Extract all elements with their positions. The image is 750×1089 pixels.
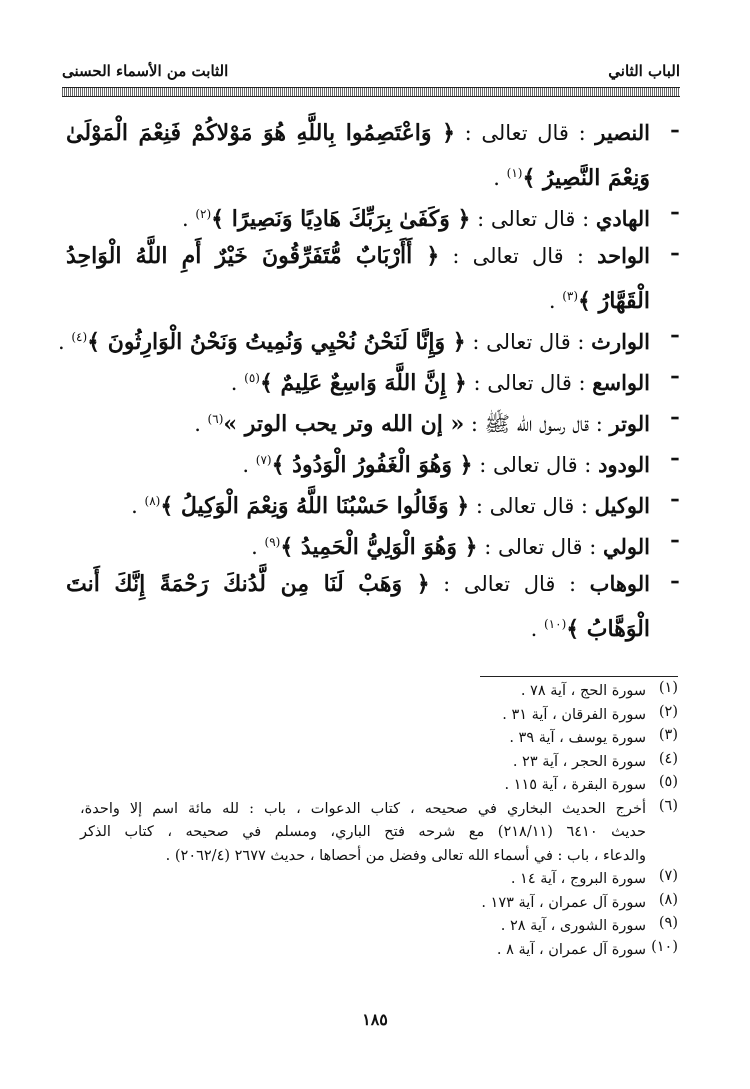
end-mark: .	[57, 330, 72, 354]
footnote-text: سورة البروج ، آية ١٤ .	[510, 871, 646, 887]
bullet-dash: ـ	[671, 440, 678, 465]
footnote-number: (٦)	[658, 797, 678, 814]
entry-line	[66, 481, 650, 522]
footnote-ref: (٨)	[144, 494, 161, 508]
quoted-text: ﴿ وَهُوَ الْغَفُورُ الْوَدُودُ ﴾	[271, 452, 473, 478]
name-entry	[66, 235, 678, 317]
name-entry	[66, 563, 678, 645]
quoted-text: « إن الله وتر يحب الوتر »	[223, 411, 465, 437]
footnote-text: سورة آل عمران ، آية ٨ .	[496, 941, 646, 958]
entry-line	[66, 563, 650, 604]
divine-name: الودود	[598, 452, 650, 477]
footnote-ref: (٩)	[264, 535, 281, 549]
citation-intro: : قال تعالى :	[469, 494, 595, 518]
name-entry	[66, 399, 678, 440]
section-title: الثابت من الأسماء الحسنى	[62, 62, 229, 80]
footnote	[80, 727, 678, 751]
bullet-dash: ـ	[671, 112, 678, 137]
footnote-ref: (١٠)	[543, 617, 567, 631]
bullet-dash: ـ	[671, 399, 678, 424]
footnote	[80, 915, 678, 939]
name-entry	[66, 522, 678, 563]
quoted-text: ﴿ وَإِنَّا لَنَحْنُ نُحْيِي وَنُمِيتُ وَنَحْنُ الْوَارِثُونَ ﴾	[87, 329, 466, 355]
footnote	[80, 798, 678, 869]
citation-intro: : قال تعالى :	[466, 371, 593, 395]
footnote-number: (٥)	[658, 774, 678, 790]
entry-line	[66, 604, 650, 645]
bullet-dash: ـ	[671, 235, 678, 260]
quoted-text: ﴿ أَأَرْبَابٌ مُّتَفَرِّقُونَ خَيْرٌ أَمِ اللَّهُ الْوَاحِدُ	[66, 243, 440, 269]
footnote-ref: (٢)	[195, 207, 212, 221]
divine-name: الهادي	[595, 206, 650, 231]
divine-name: الولي	[603, 534, 650, 559]
entry-line	[66, 276, 650, 317]
citation-intro: : قال تعالى :	[429, 572, 590, 596]
divine-name: الواسع	[592, 370, 650, 395]
footnote-number: (٧)	[658, 868, 678, 884]
citation-intro: : قال تعالى :	[465, 330, 592, 354]
footnote-separator	[480, 676, 678, 677]
bullet-dash: ـ	[671, 358, 678, 383]
footnote	[80, 774, 678, 798]
entry-line	[66, 235, 650, 276]
name-entry	[66, 112, 678, 194]
divine-name: الوتر	[609, 411, 650, 436]
end-mark: .	[493, 166, 507, 190]
quoted-text: ﴿ وَاعْتَصِمُوا بِاللَّهِ هُوَ مَوْلاكُمْ فَنِعْمَ الْمَوْلَىٰ	[66, 120, 456, 146]
entry-line	[66, 399, 650, 440]
quoted-text: وَنِعْمَ النَّصِيرُ ﴾	[522, 165, 650, 191]
name-entry	[66, 481, 678, 522]
name-entry	[66, 358, 678, 399]
divine-name: النصير	[595, 120, 651, 145]
footnote-number: (٩)	[658, 915, 678, 931]
page-number: ١٨٥	[362, 1010, 388, 1029]
footnote	[80, 939, 678, 963]
footnote-text: والدعاء ، باب : في أسماء الله تعالى وفضل من أحصاها ، حديث ٢٦٧٧ (٢٠٦٢/٤) .	[165, 847, 646, 864]
end-mark: .	[181, 207, 196, 231]
end-mark: .	[251, 535, 265, 559]
name-entry	[66, 194, 678, 235]
end-mark: .	[548, 289, 563, 313]
entry-line	[66, 194, 650, 235]
citation-intro: : قال تعالى :	[439, 244, 598, 268]
end-mark: .	[131, 494, 145, 518]
bullet-dash: ـ	[671, 194, 678, 219]
citation-intro: : قال تعالى :	[455, 121, 596, 145]
footnote-number: (٢)	[658, 703, 678, 720]
citation-intro: : قال رسول الله ﷺ :	[464, 412, 610, 436]
footnote-text: أخرج الحديث البخاري في صحيحه ، كتاب الدعوات ، باب : لله مائة اسم إلا واحدة،	[80, 800, 646, 817]
citation-intro: : قال تعالى :	[472, 453, 599, 477]
footnote-text: سورة الشورى ، آية ٢٨ .	[500, 918, 646, 934]
divine-name: الواحد	[597, 243, 651, 268]
footnote-ref: (٧)	[255, 453, 272, 467]
quoted-text: ﴿ وَقَالُوا حَسْبُنَا اللَّهُ وَنِعْمَ الْوَكِيلُ ﴾	[160, 493, 470, 519]
footnote	[80, 751, 678, 775]
footnote-number: (٨)	[658, 891, 678, 908]
quoted-text: ﴿ وَهَبْ لَنَا مِن لَّدُنكَ رَحْمَةً إِنَّكَ أَنتَ	[66, 571, 430, 597]
running-header	[62, 62, 680, 84]
bullet-dash: ـ	[671, 522, 678, 547]
name-entry	[57, 317, 678, 358]
quoted-text: الْوَهَّابُ ﴾	[566, 616, 650, 642]
footnote-text: سورة يوسف ، آية ٣٩ .	[509, 730, 646, 746]
name-entry	[66, 440, 678, 481]
quoted-text: ﴿ وَهُوَ الْوَلِيُّ الْحَمِيدُ ﴾	[280, 534, 478, 560]
footnote-number: (٣)	[658, 727, 678, 743]
chapter-title: الباب الثاني	[608, 62, 680, 80]
footnote-ref: (٤)	[71, 330, 88, 344]
footnote	[80, 868, 678, 892]
bullet-dash: ـ	[671, 481, 678, 506]
entry-line	[66, 112, 650, 153]
entry-line	[66, 522, 650, 563]
footnote	[80, 680, 678, 704]
footnote-ref: (٥)	[244, 371, 260, 385]
header-rule	[62, 87, 680, 97]
citation-intro: : قال تعالى :	[477, 535, 604, 559]
divine-name: الوهاب	[589, 571, 650, 596]
footnote-text: سورة الحج ، آية ٧٨ .	[520, 683, 646, 699]
entry-line	[66, 358, 650, 399]
footnote-number: (٤)	[658, 750, 678, 767]
footnote-text: سورة آل عمران ، آية ١٧٣ .	[481, 894, 646, 911]
divine-name: الوارث	[591, 329, 650, 354]
footnote-number: (١٠)	[651, 938, 678, 955]
quoted-text: الْقَهَّارُ ﴾	[578, 288, 650, 314]
footnote-text: سورة البقرة ، آية ١١٥ .	[504, 777, 646, 793]
quoted-text: ﴿ إِنَّ اللَّهَ وَاسِعٌ عَلِيمٌ ﴾	[259, 370, 467, 396]
footnote	[80, 892, 678, 916]
entry-line	[66, 440, 650, 481]
footnote-text: سورة الفرقان ، آية ٣١ .	[502, 706, 646, 723]
bullet-dash: ـ	[671, 317, 678, 342]
end-mark: .	[242, 453, 256, 477]
footnote-text: سورة الحجر ، آية ٢٣ .	[512, 753, 646, 770]
end-mark: .	[530, 617, 544, 641]
citation-intro: : قال تعالى :	[470, 207, 596, 231]
entry-line	[57, 317, 650, 358]
footnote	[80, 704, 678, 728]
end-mark: .	[230, 371, 245, 395]
footnote-ref: (١)	[506, 166, 523, 180]
divine-name: الوكيل	[594, 493, 650, 518]
footnotes	[80, 680, 678, 962]
names-list	[57, 112, 678, 645]
end-mark: .	[194, 412, 208, 436]
quoted-text: ﴿ وَكَفَىٰ بِرَبِّكَ هَادِيًا وَنَصِيرًا ﴾	[211, 206, 471, 232]
footnote-text: حديث ٦٤١٠ (٢١٨/١١) مع شرحه فتح الباري، ومسلم في صحيحه ، كتاب الذكر	[80, 824, 646, 840]
entry-line	[66, 153, 650, 194]
footnote-ref: (٣)	[562, 289, 579, 303]
footnote-ref: (٦)	[207, 412, 224, 426]
footnote-number: (١)	[658, 680, 678, 696]
bullet-dash: ـ	[671, 563, 678, 588]
